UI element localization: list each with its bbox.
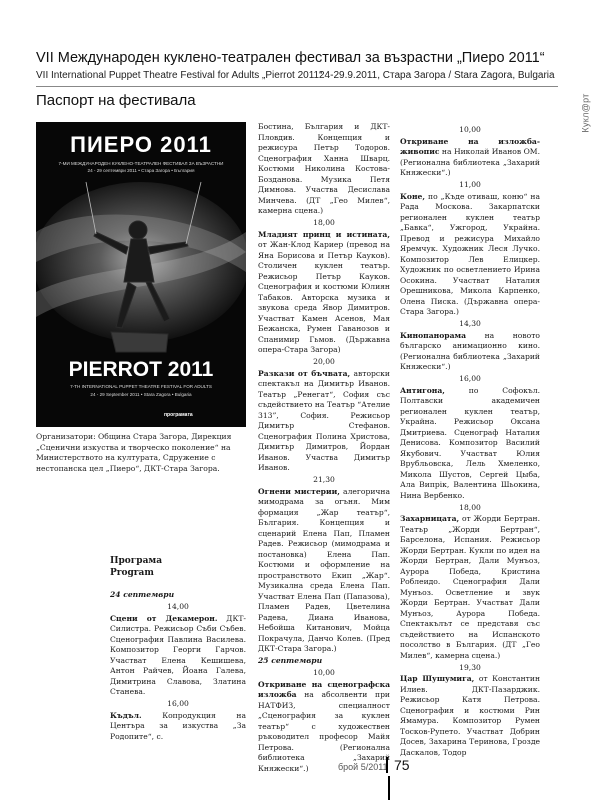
programme-entry: Бостина, България и ДКТ-Пловдив. Концепция и режисура Петър Тодоров. Сценография Ханна Шварц. Костюми Николина Костова-Бозданова. Музика Петя Димнова. Участва Десислава Минчева. (ДТ „Гео Милев“, камерна сцена.) bbox=[258, 122, 390, 215]
entry-title: Разкази от бъчвата, bbox=[258, 368, 351, 378]
entry-title: Кинопанорама bbox=[400, 330, 467, 340]
header-divider bbox=[36, 86, 558, 87]
programme-time: 14,00 bbox=[167, 602, 189, 611]
poster-caption: Организатори: Община Стара Загора, Дирекция „Сценични изкуства и творческо поколение“ на Министерството на културата, Сдружение с нестопанска цел „Пиеро“, ДКТ-Стара Загора. bbox=[36, 432, 232, 473]
programme-time: 16,00 bbox=[167, 699, 189, 708]
poster-dates-en: 24 - 29 September 2011 • Stara Zagora • Bulgaria bbox=[90, 392, 192, 397]
page-number: 75 bbox=[386, 757, 410, 773]
programme-time: 21,30 bbox=[313, 475, 335, 484]
programme-entry: Антигона, по Софокъл. Полтавски академичен регионален куклен театър, Украйна. Режисьор Оксана Дмитриева. Сценограф Наталия Денисова. Композитор Василий Якубович. Участват Юлия Врубльовска, Лель Хмеленко, Микола Шустов, Сергей Цыба, Ала Випрiк, Валентина Шьокина, Нина Вербенко. bbox=[400, 385, 540, 500]
programme-entry: Младият принц и истината, от Жан-Клод Кариер (превод на Яна Борисова и Петър Кауков). Столичен куклен театър. Режисьор Петър Кауков. Сценография и костюми Юлиян Табаков. Авторска музика и звукова среда Явор Димитров. Участват Камен Асенов, Мая Бежанска, Румен Гаванозов и Спанимир Гьмов. (Държавна опера-Стара Загора) bbox=[258, 229, 390, 354]
programme-entry: Коне, по „Къде отиваш, коню“ на Рада Москова. Закарпатски регионален куклен театър „Бавка“, Ужгород, Украйна. Превод и режисура Михайло Яремчук. Художник Леся Лучко. Композитор Лев Елицкер. Художник по осветлението Ирина Осокина. Участват Наталия Орешникова, Микола Карпенко, Олена Писка. (Държавна опера-Стара Загора.) bbox=[400, 191, 540, 316]
text-column-1 bbox=[110, 590, 246, 744]
programme-heading-en: Program bbox=[110, 568, 154, 578]
text-column-2 bbox=[258, 122, 390, 776]
entry-title: Младият принц и истината, bbox=[258, 229, 390, 239]
issue-number: брой 5/2011 bbox=[338, 762, 388, 772]
poster-title-en: PIERROT 2011 bbox=[68, 358, 214, 381]
magazine-side-logo bbox=[576, 88, 596, 138]
programme-time: 18,00 bbox=[459, 502, 481, 512]
programme-entry: Сцени от Декамерон. ДКТ-Силистра. Режисьор Съби Събев. Сценография Павлина Василева. Композитор Георги Гарчов. Участват Елена Кешишева, Антон Райчев, Йоана Галева, Димитрина Славова, Златина Станева. bbox=[110, 613, 246, 696]
programme-time: 20,00 bbox=[313, 357, 335, 366]
programme-time: 18,00 bbox=[313, 218, 335, 227]
footer-rule bbox=[388, 776, 390, 800]
entry-title: Коне, bbox=[400, 191, 426, 201]
programme-time: 11,00 bbox=[459, 180, 481, 189]
programme-entry: Разкази от бъчвата, авторски спектакъл на Димитър Иванов. Театър „Ренегат“, София със съдействието на Театър “Ателие 313”, София. Режисьор Димитър Стефанов. Сценография Полина Христова, Димитър Димитров, Йордан Иванов. Участва Димитър Иванов. bbox=[258, 368, 390, 472]
running-header-title: VII Международен куклено-театрален фестивал за възрастни „Пиеро 2011“ bbox=[36, 50, 545, 66]
programme-time: 10,00 bbox=[459, 125, 481, 134]
programme-entry: Цар Шушумига, от Константин Илиев. ДКТ-Пазарджик. Режисьор Катя Петрова. Сценография и костюми Рин Ямамура. Композитор Румен Тосков-Рупето. Участват Добрин Досев, Захарина Теринова, Грозде Даскалов, Тодор bbox=[400, 674, 541, 757]
entry-title: Откриване на сценографска изложба bbox=[258, 679, 390, 699]
programme-time: 14,30 bbox=[459, 319, 481, 328]
poster-org-logo: програмата bbox=[164, 412, 193, 418]
poster-subtitle-en: 7-TH INTERNATIONAL PUPPET THEATRE FESTIVAL FOR ADULTS bbox=[70, 384, 212, 389]
header-dates: 24-29.9.2011, Стара Загора / Stara Zagora, Bulgaria bbox=[319, 70, 555, 81]
entry-title: Антигона, bbox=[400, 385, 445, 395]
running-header-subtitle bbox=[36, 70, 555, 81]
festival-poster bbox=[36, 122, 246, 427]
programme-entry: Захарницата, от Жорди Бертран. Театър „Жорди Бертран“, Барселона, Испания. Режисьор Жорди Бертран. Кукли по идея на Жорди Бертран, Дали Мунъоз, Аурора Победа, Кристина Роблеидо. Сценография Дали Мунъоз. Осветление и звук Жорди Бертран. Участват Дали Мунъоз, Аурора Победа. Спектакълът се представя със съдействието на Испанското посолство в България. (ДТ „Гео Милев“, камерна сцена.) bbox=[400, 514, 540, 660]
poster-dates-bg: 24 - 29 септември 2011 • Стара Загора • България bbox=[87, 168, 195, 173]
programme-entry: Откриване на изложба-живопис на Николай Иванов ОМ. (Регионална библиотека „Захарий Княжески“.) bbox=[400, 136, 540, 177]
poster-title-bg: ПИЕРО 2011 bbox=[70, 132, 212, 157]
programme-heading bbox=[110, 555, 162, 579]
entry-title: Огнени мистерии, bbox=[258, 486, 340, 496]
side-logo-text: Кукл@рт bbox=[581, 93, 592, 133]
entry-title: Захарницата, bbox=[400, 514, 460, 523]
programme-time: 10,00 bbox=[313, 668, 335, 677]
header-subtitle-en: VII International Puppet Theatre Festival for Adults „Pierrot 2011“ bbox=[36, 70, 323, 81]
section-title: Паспорт на фестивала bbox=[36, 92, 196, 109]
programme-heading-bg: Програма bbox=[110, 556, 163, 566]
programme-entry: Кинопанорама на новото българско анимационно кино. (Регионална библиотека „Захарий Княжески“.) bbox=[400, 330, 540, 371]
programme-date: 24 септември bbox=[110, 590, 175, 599]
entry-title: Сцени от Декамерон. bbox=[110, 613, 218, 623]
programme-entry: Откриване на сценографска изложба на абсолвенти при НАТФИЗ, специалност „Сценография за куклен театър“ с художествен ръководител професор Майя Петрова. (Регионална библиотека „Захарий Княжески“.) bbox=[258, 679, 390, 773]
programme-time: 16,00 bbox=[459, 374, 481, 383]
entry-title: Откриване на изложба-живопис bbox=[400, 136, 540, 156]
programme-time: 19,30 bbox=[459, 662, 481, 672]
programme-entry: Къдъл. Копродукция на Центъра за изкуства „За Родопите“, с. bbox=[110, 710, 246, 741]
text-column-3 bbox=[400, 124, 540, 760]
programme-date: 25 септември bbox=[258, 656, 323, 665]
programme-entry: Огнени мистерии, алегорична мимодрама за огъня. Мим формация „Жар театър“, България. Концепция и сценарий Елена Пап, Пламен Радев. Режисьор (мимодрама и постановка) Елена Пап. Костюми и оформление на пространството Екип „Жар“. Музикална среда Елена Пап. Участват Елена Пап (Папазова), Пламен Радев, Цветелина Радева, Диана Иванова, Небойша Китанович, Мойца Покрачула, Данчо Колев. (Пред ДКТ-Стара Загора.) bbox=[258, 486, 390, 653]
entry-title: Къдъл. bbox=[110, 710, 142, 720]
poster-subtitle-bg: 7-МИ МЕЖДУНАРОДЕН КУКЛЕНО-ТЕАТРАЛЕН ФЕСТИВАЛ ЗА ВЪЗРАСТНИ bbox=[58, 161, 224, 166]
entry-title: Цар Шушумига, bbox=[400, 674, 475, 683]
